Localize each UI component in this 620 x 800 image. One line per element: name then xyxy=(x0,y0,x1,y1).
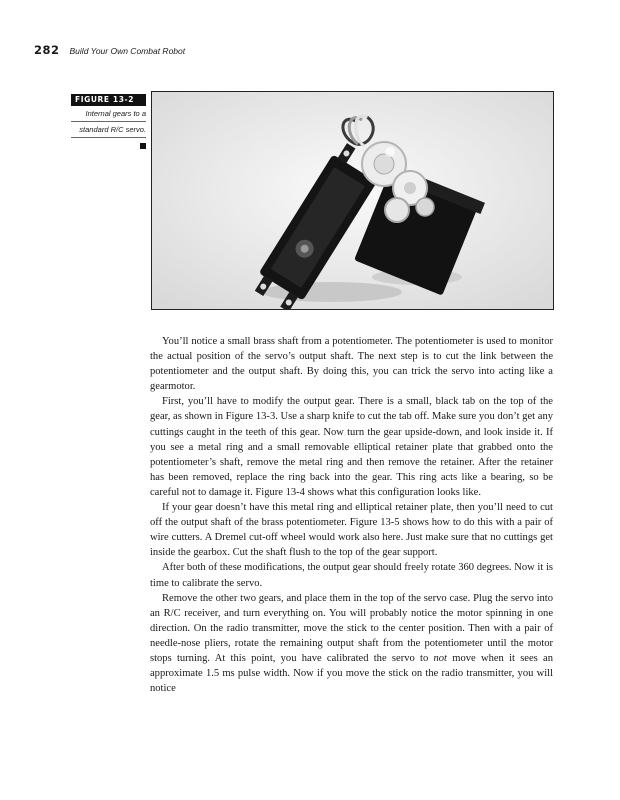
paragraph-text: move when it sees an approximate 1.5 ms pulse width. Now if you move the stick on the radio transmitter, you will notice xyxy=(150,652,553,695)
running-title: Build Your Own Combat Robot xyxy=(69,46,186,56)
paragraph: First, you’ll have to modify the output gear. There is a small, black tab on the top of the gear, as shown in Figure 13-3. Use a sharp knife to cut the tab off. Make sure you don’t get any cuttings caught in the teeth of this gear. Now turn the gear upside-down, and look inside it. If you see a metal ring and a small removable elliptical retainer plate that grabbed onto the potentiometer’s shaft, remove the metal ring and then remove the retainer. After the retainer has been removed, replace the ring back into the gear. This ring acts like a bearing, so be careful not to damage it. Figure 13-4 shows what this configuration looks like. xyxy=(150,396,553,498)
figure-photo xyxy=(151,91,554,310)
paragraph-text: Remove the other two gears, and place them in the top of the servo case. Plug the servo into an R/C receiver, and turn everything on. You will probably notice the motor spinning in one direction. On the radio transmitter, move the stick to the center position. Then with a pair of needle-nose pliers, rotate the remaining output shaft from the potentiometer until the motor stops turning. At this point, you have calibrated the servo to xyxy=(150,592,553,664)
body-text xyxy=(150,334,553,696)
idler-gear-hub xyxy=(404,182,416,194)
emphasis-text: not xyxy=(433,652,447,664)
paragraph: You’ll notice a small brass shaft from a potentiometer. The potentiometer is used to monitor the actual position of the servo’s output shaft. The next step is to cut the link between the potentiometer and the output shaft. By doing this, you can trick the servo into acting like a gearmotor. xyxy=(150,336,553,393)
small-gear xyxy=(416,198,434,216)
paragraph xyxy=(150,591,553,697)
output-gear-hub xyxy=(374,154,394,174)
page-number: 282 xyxy=(34,43,60,57)
gear-highlight xyxy=(385,147,395,157)
caption-end-marker xyxy=(140,143,146,149)
small-gear xyxy=(385,198,409,222)
figure-caption-line: standard R/C servo. xyxy=(71,122,146,138)
figure-caption xyxy=(71,94,146,149)
paragraph: After both of these modifications, the output gear should freely rotate 360 degrees. Now it is time to calibrate the servo. xyxy=(150,562,553,589)
figure-label: FIGURE 13-2 xyxy=(71,94,146,106)
figure-caption-line: Internal gears to a xyxy=(71,106,146,122)
running-header xyxy=(34,43,185,57)
servo-gears-photo xyxy=(152,92,553,309)
paragraph: If your gear doesn’t have this metal ring and elliptical retainer plate, then you’ll need to cut off the output shaft of the brass potentiometer. Figure 13-5 shows how to do this with a pair of wire cutters. A Dremel cut-off wheel would work also here. Just make sure that no cuttings get inside the gearbox. Cut the shaft flush to the top of the gear support. xyxy=(150,502,553,559)
